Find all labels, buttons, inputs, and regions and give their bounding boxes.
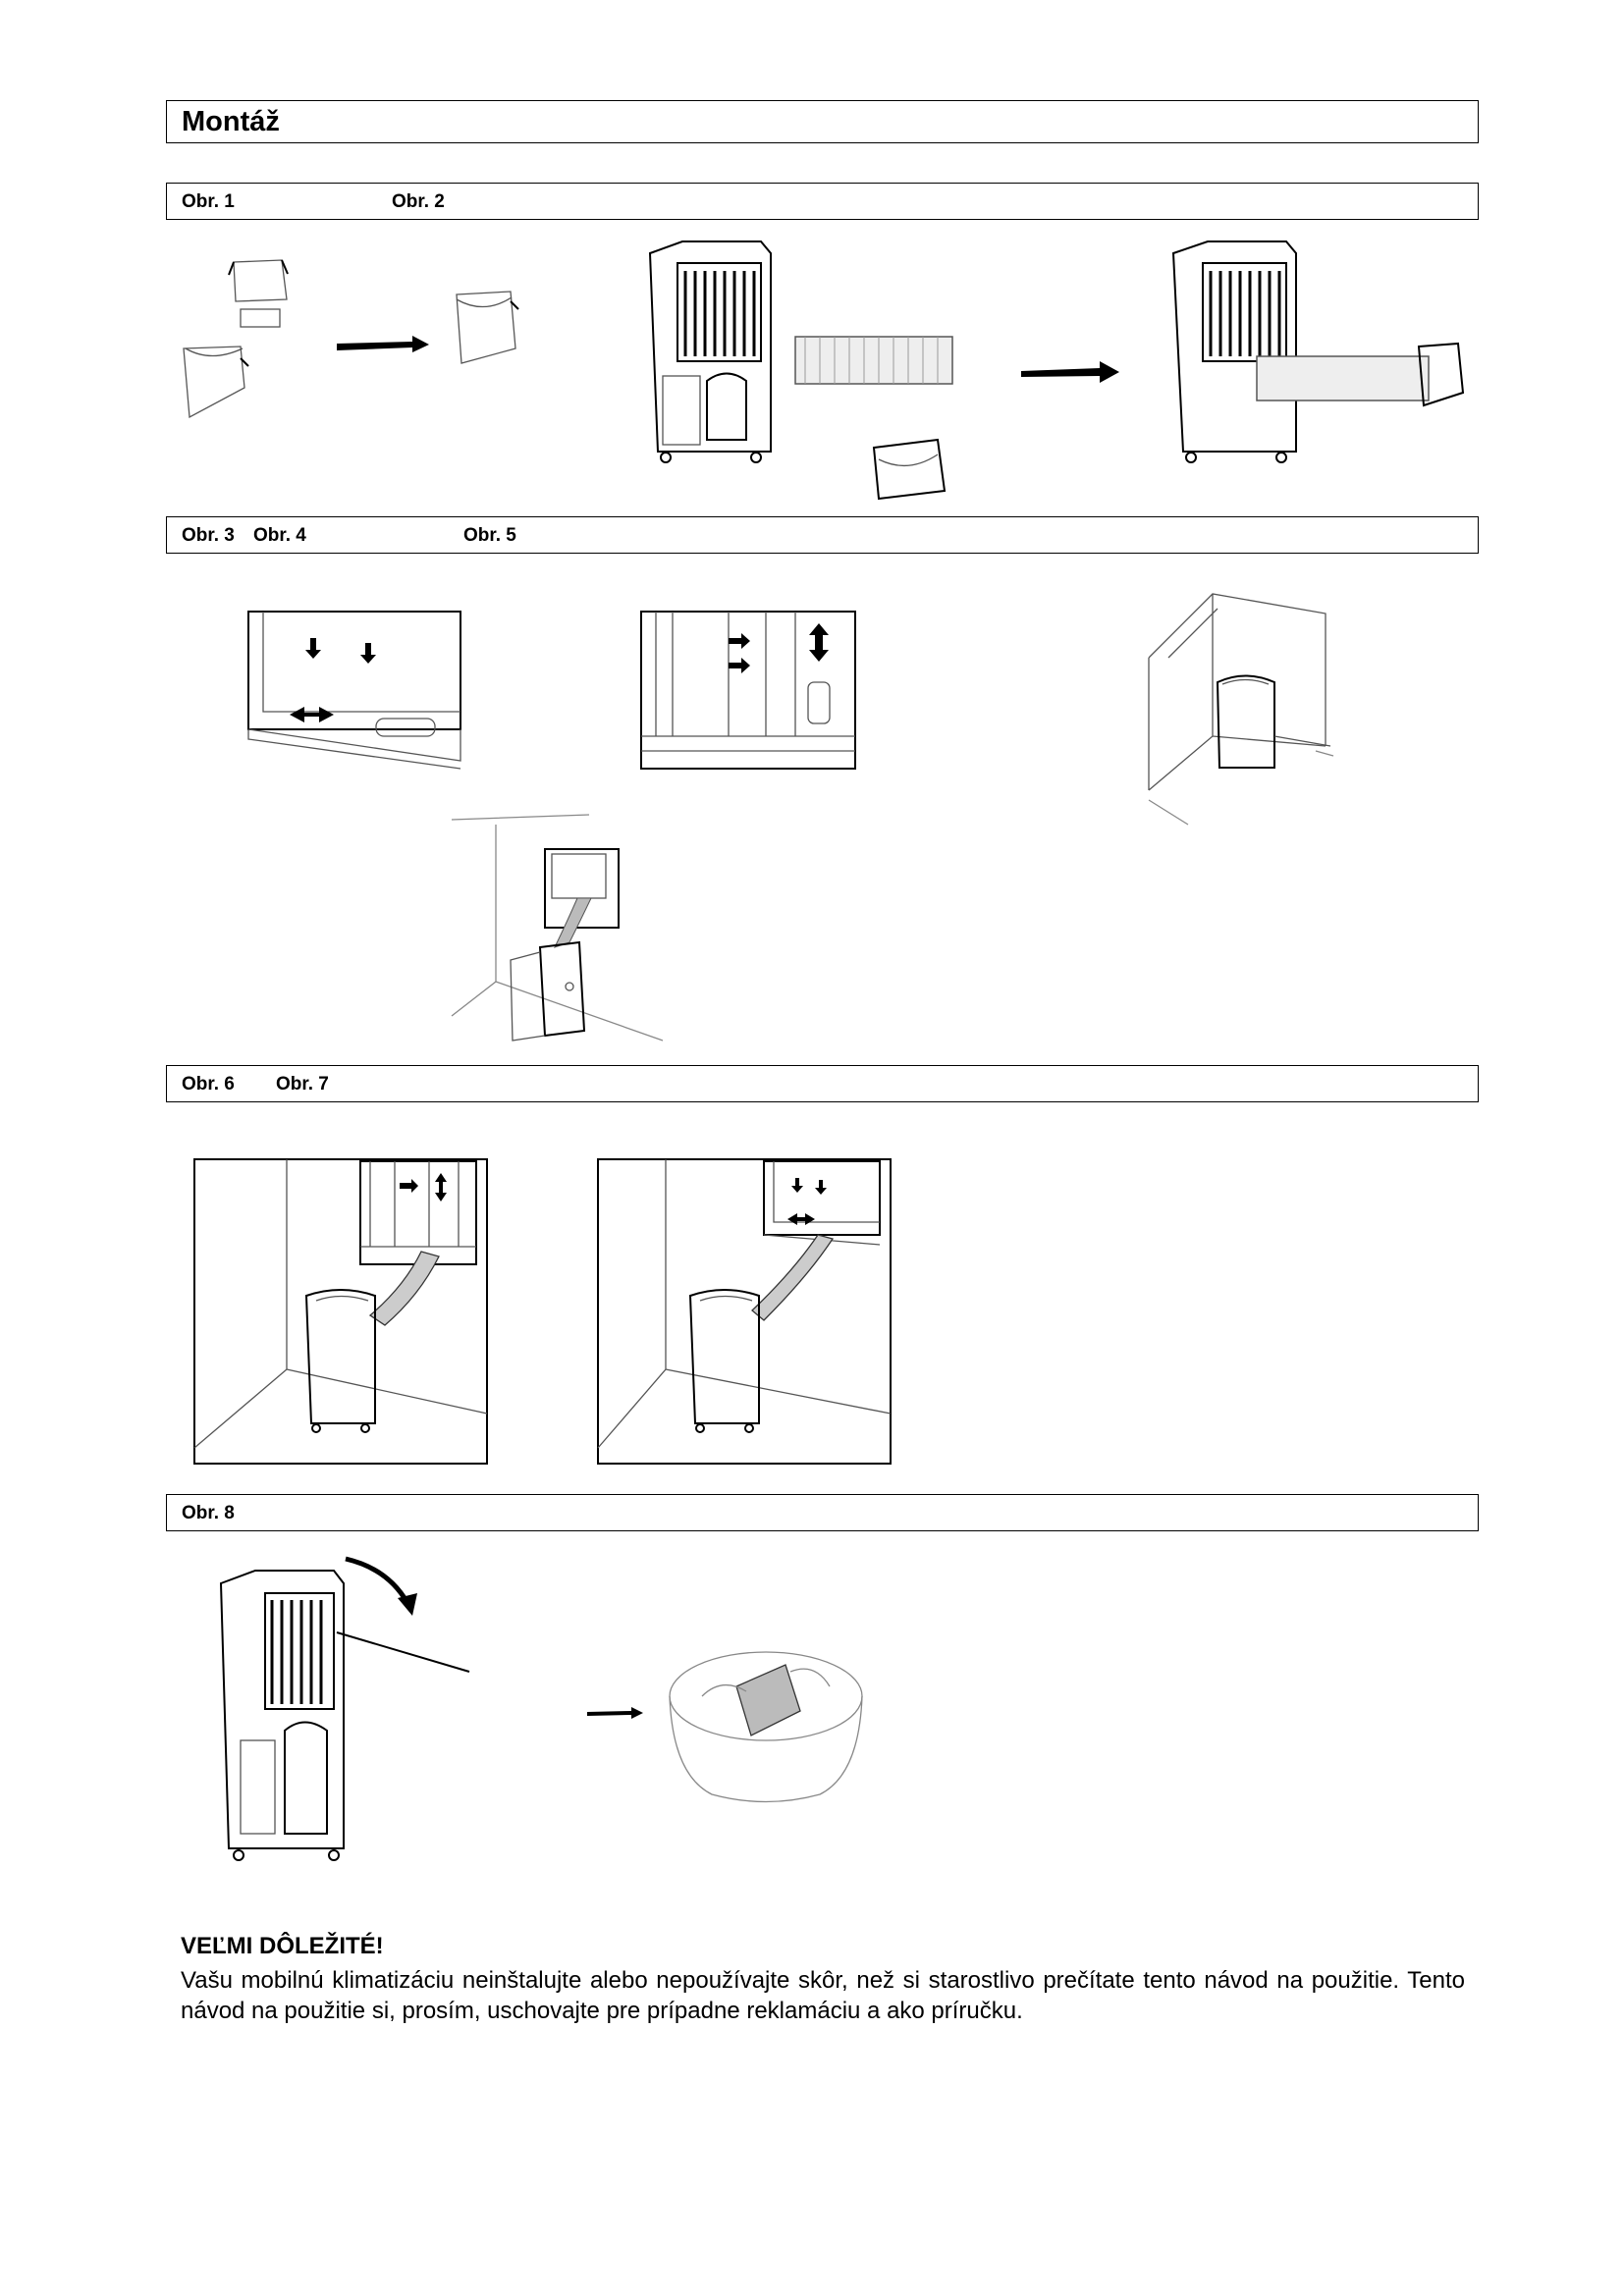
double-arrow-horizontal-icon [290, 707, 334, 722]
wash-basin [670, 1652, 862, 1802]
figure-window-hose-installation [452, 805, 668, 1045]
label-obr-7: Obr. 7 [276, 1074, 329, 1095]
figure-sliding-window-horizontal [245, 609, 463, 775]
caption-bar-1 [166, 183, 1479, 220]
figure-installation-horizontal-window [597, 1158, 892, 1465]
arrow-right-icon [337, 336, 429, 352]
hose-adapter [874, 440, 945, 499]
arrow-right-icon [587, 1707, 643, 1719]
important-note-heading: VEĽMI DÔLEŽITÉ! [181, 1933, 384, 1959]
page-title: Montáž [182, 106, 280, 137]
double-arrow-vertical-icon [809, 623, 829, 662]
arrow-right-icon [1021, 361, 1119, 383]
window-adapter-assembled [457, 292, 518, 363]
figure-installation-vertical-window [193, 1158, 488, 1465]
label-obr-2: Obr. 2 [392, 191, 445, 212]
ac-unit-filter-removal [221, 1559, 469, 1860]
label-obr-6: Obr. 6 [182, 1074, 235, 1095]
label-obr-4: Obr. 4 [253, 525, 306, 546]
arrow-right-icon [729, 658, 750, 673]
figure-unit-placement-corner [1119, 589, 1350, 829]
label-obr-8: Obr. 8 [182, 1503, 235, 1523]
label-obr-1: Obr. 1 [182, 191, 235, 212]
figure-sliding-window-vertical [638, 609, 859, 780]
figure-filter-cleaning [211, 1549, 874, 1873]
ac-unit-assembled [1173, 241, 1463, 462]
label-obr-5: Obr. 5 [463, 525, 516, 546]
window-adapter-part-a [229, 260, 288, 327]
caption-bar-2 [166, 516, 1479, 554]
arrow-down-icon [305, 638, 321, 659]
arrow-down-icon [360, 643, 376, 664]
exhaust-hose [795, 337, 952, 384]
caption-bar-4 [166, 1494, 1479, 1531]
window-adapter-part-b [184, 347, 248, 417]
page-title-box [166, 100, 1479, 143]
label-obr-3: Obr. 3 [182, 525, 235, 546]
figure-hose-assembly [638, 234, 1483, 508]
important-note-text: Vašu mobilnú klimatizáciu neinštalujte alebo nepoužívajte skôr, než si starostlivo prečítate tento návod na použitie. Tento návod na použitie si, prosím, uschovajte pre prípadne reklamáciu a ako príručku. [181, 1967, 1465, 2024]
ac-unit-back-view [650, 241, 771, 462]
arrow-right-icon [729, 633, 750, 649]
caption-bar-3 [166, 1065, 1479, 1102]
figure-window-adapter-assembly [172, 250, 535, 437]
